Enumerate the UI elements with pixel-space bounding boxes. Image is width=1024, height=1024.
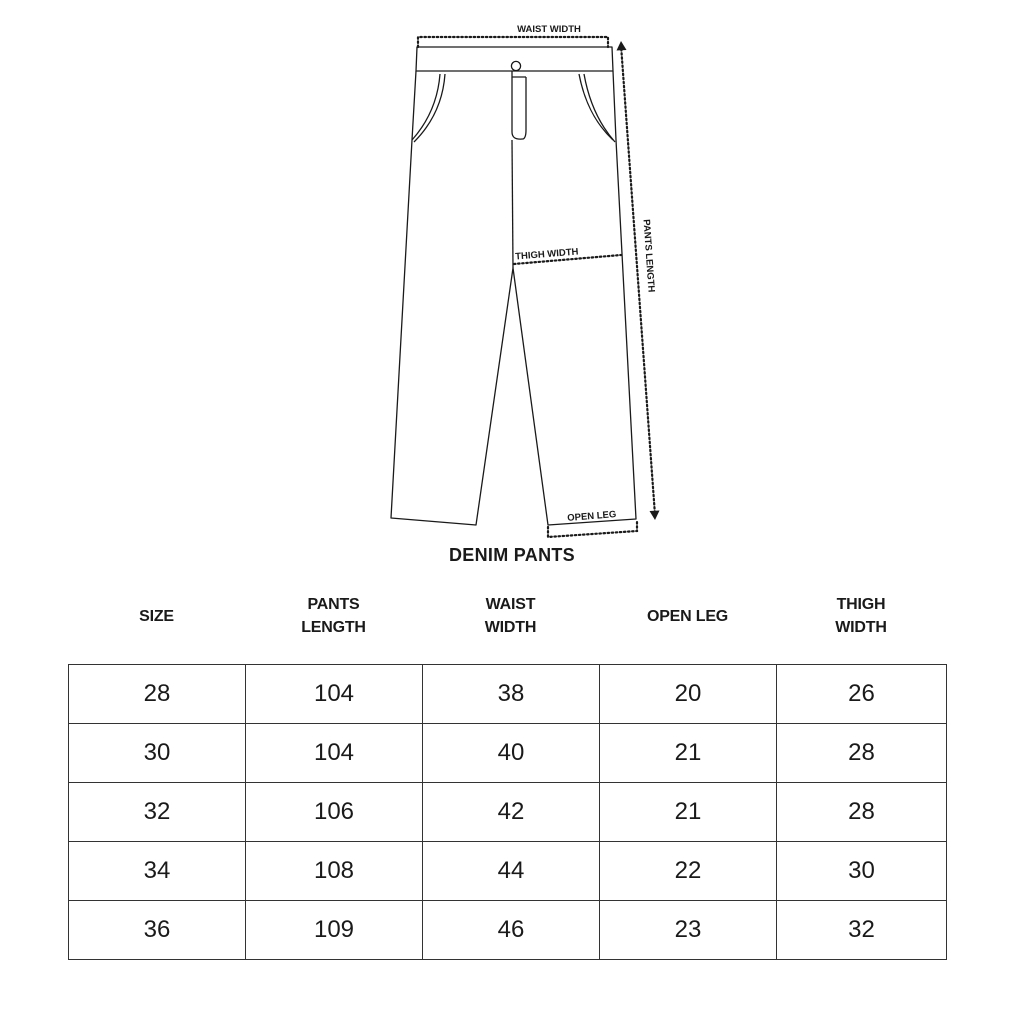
header-size [68,592,245,640]
header-label-line: LENGTH [301,619,366,636]
table-cell: 22 [600,842,777,901]
table-cell: 104 [246,724,423,783]
product-title: DENIM PANTS [449,545,575,565]
pants-length-label: PANTS LENGTH [640,218,657,293]
table-cell: 32 [777,901,947,960]
table-cell: 32 [69,783,246,842]
header-label-line: WIDTH [835,619,887,636]
header-label-line: WIDTH [484,619,537,636]
open-leg-label: OPEN LEG [566,509,617,524]
table-cell: 34 [69,842,246,901]
left-pocket [412,74,440,140]
table-row [69,842,947,901]
pants-outline [391,71,636,525]
fly-stitch [512,77,526,139]
table-cell: 109 [246,901,423,960]
table-cell: 30 [777,842,947,901]
table-cell: 106 [246,783,423,842]
table-cell: 28 [777,724,947,783]
button-icon [511,61,520,70]
table-cell: 26 [777,665,947,724]
table-cell: 40 [423,724,600,783]
header-thigh-width [776,592,946,640]
table-cell: 46 [423,901,600,960]
header-open-leg [599,592,776,640]
table-cell: 38 [423,665,600,724]
arrow-down-icon [650,511,660,521]
table-cell: 21 [600,724,777,783]
waist-width-label: WAIST WIDTH [517,24,581,35]
table-cell: 20 [600,665,777,724]
table-row [69,724,947,783]
table-cell: 104 [246,665,423,724]
waistband [416,47,613,71]
table-cell: 108 [246,842,423,901]
waist-width-dimension [418,37,608,47]
table-row [69,901,947,960]
header-label-line: OPEN LEG [646,607,729,625]
header-waist-width [422,592,599,640]
header-label-line: THIGH [836,596,886,613]
table-row [69,665,947,724]
table-cell: 28 [69,665,246,724]
right-pocket [579,74,613,140]
table-cell: 21 [600,783,777,842]
table-cell: 42 [423,783,600,842]
header-label-line: SIZE [139,607,174,625]
table-cell: 23 [600,901,777,960]
thigh-width-label: THIGH WIDTH [514,246,579,263]
table-cell: 44 [423,842,600,901]
table-row [69,783,947,842]
header-label-line: WAIST [485,596,536,613]
arrow-up-icon [617,41,627,51]
table-cell: 30 [69,724,246,783]
header-label-line: PANTS [307,596,360,613]
table-cell: 36 [69,901,246,960]
table-cell: 28 [777,783,947,842]
size-chart-table [68,664,947,960]
open-leg-dimension [548,521,637,537]
header-pants-length [245,592,422,640]
